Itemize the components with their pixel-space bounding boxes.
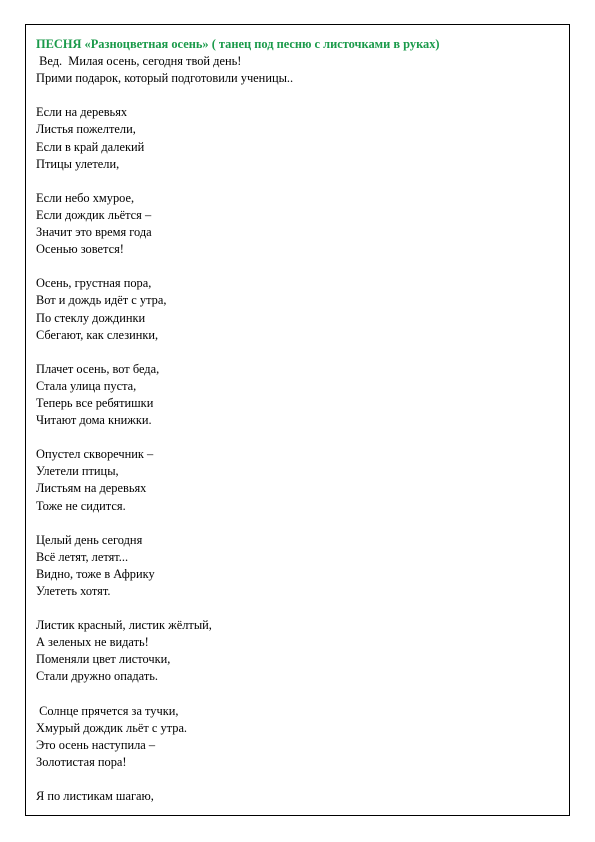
stanza xyxy=(36,275,556,343)
verse-line: Всё летят, летят... xyxy=(36,549,129,564)
verse-line: Опустел скворечник – xyxy=(36,447,154,462)
verse-line: Улететь хотят. xyxy=(36,584,111,598)
verse-line: Осенью зовется! xyxy=(36,242,124,257)
verse-line: Стала улица пуста, xyxy=(36,378,137,393)
verse-line: Солнце прячется за тучки, xyxy=(36,703,179,718)
verse-line: Сбегают, как слезинки, xyxy=(36,327,159,342)
verse-line: Видно, тоже в Африку xyxy=(36,566,155,581)
stanza xyxy=(36,190,556,258)
verse-line: Листик красный, листик жёлтый, xyxy=(36,618,212,633)
verse-line: Тоже не сидится. xyxy=(36,498,126,513)
verse-line: Если в край далекий xyxy=(36,139,145,154)
verse-line: Стали дружно опадать. xyxy=(36,669,159,684)
verse-line: Если дождик льётся – xyxy=(36,207,152,222)
verse-line: Улетели птицы, xyxy=(36,464,119,479)
stanza xyxy=(36,703,556,771)
verse-line: Я по листикам шагаю, xyxy=(36,789,154,804)
intro-line: Вед. Милая осень, сегодня твой день! xyxy=(36,54,242,69)
verse-line: Вот и дождь идёт с утра, xyxy=(36,293,167,308)
verse-line: Плачет осень, вот беда, xyxy=(36,361,160,376)
verse-line: Поменяли цвет листочки, xyxy=(36,652,171,667)
stanza xyxy=(36,104,556,172)
verse-line: Читают дома книжки. xyxy=(36,413,152,428)
stanza xyxy=(36,617,556,685)
verse-line: Осень, грустная пора, xyxy=(36,276,152,291)
verse-line: Если небо хмурое, xyxy=(36,190,135,205)
song-title: ПЕСНЯ «Разноцветная осень» ( танец под песню с листочками в руках) xyxy=(36,37,440,51)
verse-line: Если на деревьях xyxy=(36,105,128,120)
stanza xyxy=(36,788,556,805)
document-body xyxy=(36,36,556,805)
verse-line: Хмурый дождик льёт с утра. xyxy=(36,720,188,735)
verse-line: Теперь все ребятишки xyxy=(36,395,154,410)
stanza xyxy=(36,532,556,600)
verse-line: Листьям на деревьях xyxy=(36,481,147,496)
verse-line: Это осень наступила – xyxy=(36,737,156,752)
verse-line: Значит это время года xyxy=(36,225,152,240)
verse-line: А зеленых не видать! xyxy=(36,635,149,650)
stanza xyxy=(36,446,556,514)
verse-line: Листья пожелтели, xyxy=(36,122,136,137)
stanza xyxy=(36,361,556,429)
verse-line: По стеклу дождинки xyxy=(36,310,146,325)
verse-line: Птицы улетели, xyxy=(36,156,120,171)
verse-line: Золотистая пора! xyxy=(36,754,127,769)
verse-line: Целый день сегодня xyxy=(36,532,143,547)
intro-line: Прими подарок, который подготовили ученицы.. xyxy=(36,71,294,86)
